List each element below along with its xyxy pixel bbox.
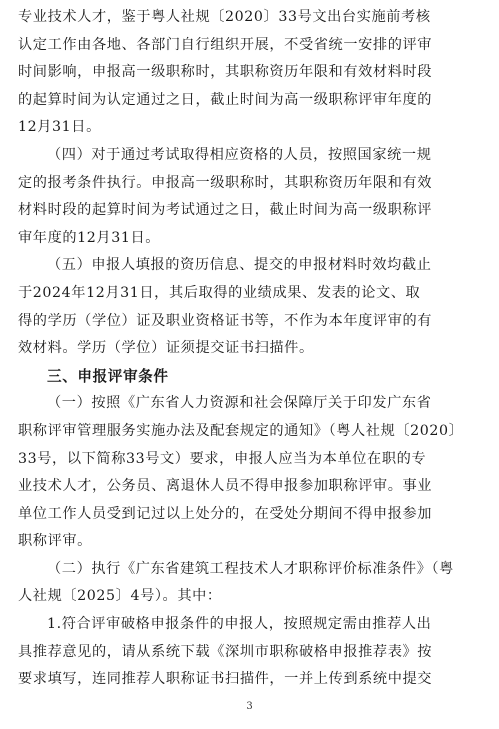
text-line: （五）申报人填报的资历信息、提交的申报材料时效均截止 [47,257,432,274]
text-line: 得的学历（学位）证及职业资格证书等，不作为本年度评审的有 [18,312,433,329]
text-line: 人社规〔2025〕4号）。其中： [18,588,222,605]
paragraph-condition-2 [18,556,484,611]
page-number: 3 [246,701,253,712]
text-line: 33号，以下简称33号文）要求，申报人应当为本单位在职的专 [18,450,427,467]
text-line: 认定工作由各地、各部门自行组织开展，不受省统一安排的评审 [18,36,433,53]
paragraph-condition-2-1 [18,611,484,694]
text-line: 12月31日。 [18,119,101,136]
text-line: 要求填写，连同推荐人职称证书扫描件，一并上传到系统中提交 [18,671,433,688]
text-line: 业技术人才，公务员、离退休人员不得申报参加职称评审。事业 [18,478,433,495]
paragraph-intro [18,4,484,142]
paragraph-item-5 [18,252,484,362]
text-line: 职称评审。 [18,533,92,550]
paragraph-condition-1 [18,390,484,556]
text-line: 职称评审管理服务实施办法及配套规定的通知》（粤人社规〔2020〕 [18,422,464,439]
text-line: （二）执行《广东省建筑工程技术人才职称评价标准条件》（粤 [47,560,454,577]
text-line: 于2024年12月31日，其后取得的业绩成果、发表的论文、取 [18,284,421,301]
text-line: 具推荐意见的，请从系统下载《深圳市职称破格申报推荐表》按 [18,643,433,660]
text-line: （四）对于通过考试取得相应资格的人员，按照国家统一规 [47,146,432,163]
text-line: 专业技术人才，鉴于粤人社规〔2020〕33号文出台实施前考核 [18,9,431,25]
text-line: （一）按照《广东省人力资源和社会保障厅关于印发广东省 [47,395,432,412]
text-line: 材料时段的起算时间为考试通过之日，截止时间为高一级职称评 [18,202,433,219]
text-line: 单位工作人员受到记过以上处分的，在受处分期间不得申报参加 [18,505,433,522]
text-line: 1.符合评审破格申报条件的申报人，按照规定需由推荐人出 [47,616,432,633]
text-line: 的起算时间为认定通过之日，截止时间为高一级职称评审年度的 [18,91,433,108]
text-line: 时间影响，申报高一级职称时，其职称资历年限和有效材料时段 [18,64,433,81]
document-page [18,4,484,694]
text-line: 效材料。学历（学位）证须提交证书扫描件。 [18,340,314,357]
paragraph-item-4 [18,142,484,252]
text-line: 定的报考条件执行。申报高一级职称时，其职称资历年限和有效 [18,174,433,191]
text-line: 审年度的12月31日。 [18,229,161,246]
section-heading: 三、申报评审条件 [47,367,169,385]
